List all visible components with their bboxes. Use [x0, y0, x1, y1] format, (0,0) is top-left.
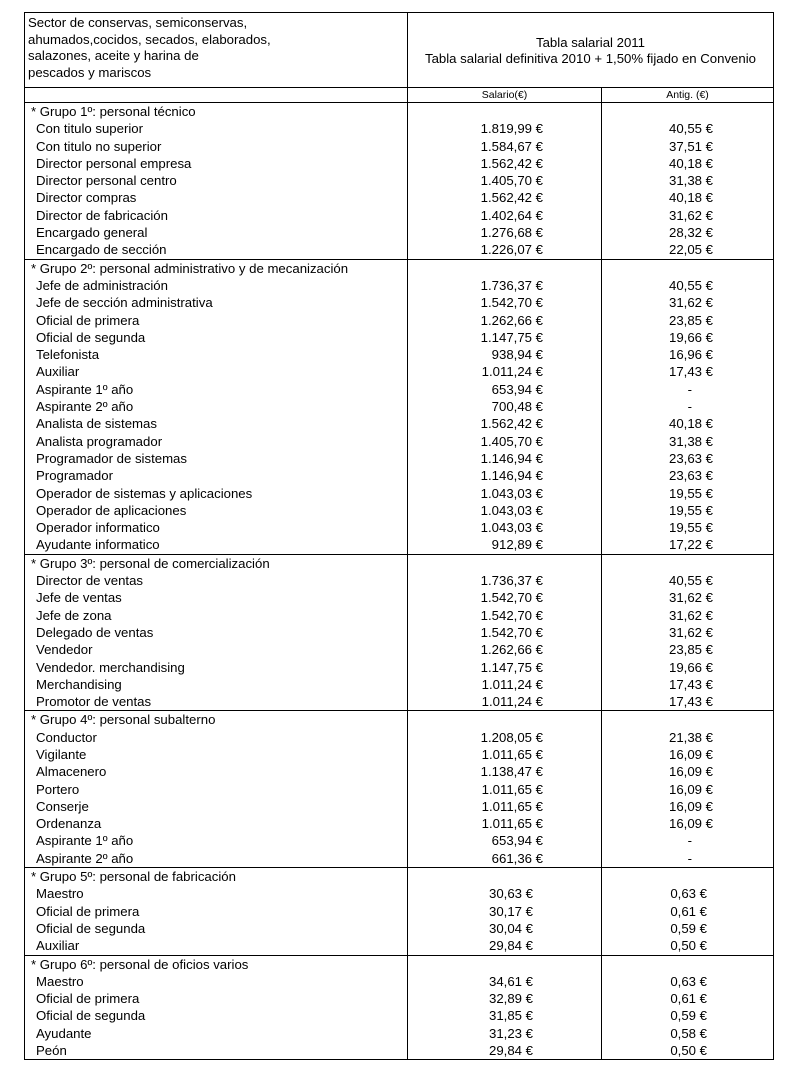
category-name: Jefe de sección administrativa — [36, 295, 213, 311]
category-name: Analista de sistemas — [36, 416, 157, 432]
category-name: Aspirante 2º año — [36, 850, 134, 866]
category-name: Maestro — [36, 886, 84, 902]
group-block — [25, 710, 773, 867]
salario-cell: 1.562,42 € — [480, 155, 543, 171]
blank-cell — [408, 260, 601, 277]
salario-cell: 1.146,94 € — [480, 468, 543, 484]
antig-cell: 16,96 € — [669, 347, 713, 363]
salario-cell: 653,94 € — [491, 381, 543, 397]
category-name: Conductor — [36, 729, 97, 745]
blank-cell — [602, 711, 773, 728]
category-name: Director de ventas — [36, 573, 144, 589]
salario-cell: 1.011,65 € — [481, 816, 543, 832]
category-name: Encargado de sección — [36, 242, 167, 258]
salario-cell: 29,84 € — [489, 938, 533, 954]
category-column — [25, 260, 408, 554]
antig-cell: 19,66 € — [669, 329, 713, 345]
salario-cell: 1.147,75 € — [480, 659, 543, 675]
category-name: Jefe de zona — [36, 607, 112, 623]
salario-column — [408, 956, 602, 1060]
category-name: Aspirante 1º año — [36, 833, 134, 849]
blank-cell — [408, 868, 601, 885]
salario-column — [408, 555, 602, 711]
salario-cell: 938,94 € — [491, 347, 543, 363]
category-name: Merchandising — [36, 676, 122, 692]
category-name: Telefonista — [36, 347, 100, 363]
antig-cell: 31,62 € — [669, 624, 713, 640]
category-name: Con titulo superior — [36, 121, 144, 137]
salario-cell: 31,85 € — [489, 1008, 533, 1024]
antig-cell: 17,22 € — [669, 537, 713, 553]
group-block — [25, 955, 773, 1060]
group-title: * Grupo 6º: personal de oficios varios — [31, 956, 249, 972]
group-list — [25, 103, 773, 1059]
salario-cell: 1.011,65 € — [481, 798, 543, 814]
salario-cell: 1.011,65 € — [481, 781, 543, 797]
antig-cell: 0,63 € — [670, 886, 707, 902]
category-name: Operador de aplicaciones — [36, 502, 187, 518]
antig-cell: 0,59 € — [670, 1008, 707, 1024]
category-name: Oficial de segunda — [36, 329, 146, 345]
category-name: Almacenero — [36, 764, 107, 780]
category-name: Ordenanza — [36, 816, 102, 832]
antig-cell: 40,18 € — [669, 190, 713, 206]
antig-column — [602, 555, 773, 711]
antig-cell: 19,55 € — [669, 520, 713, 536]
category-name: Jefe de administración — [36, 277, 168, 293]
salario-cell: 1.043,03 € — [480, 502, 543, 518]
antig-cell: 0,59 € — [670, 920, 707, 936]
category-name: Oficial de primera — [36, 312, 140, 328]
group-block — [25, 554, 773, 711]
group-title: * Grupo 5º: personal de fabricación — [31, 869, 236, 885]
category-name: Director de fabricación — [36, 207, 168, 223]
column-headers — [25, 88, 773, 103]
salario-cell: 30,17 € — [489, 903, 533, 919]
salario-cell: 1.043,03 € — [480, 485, 543, 501]
category-name: Con titulo no superior — [36, 138, 162, 154]
salario-column — [408, 103, 602, 259]
salario-cell: 29,84 € — [489, 1043, 533, 1059]
antig-cell: 40,55 € — [669, 121, 713, 137]
category-name: Conserje — [36, 798, 89, 814]
antig-cell: 23,63 € — [669, 450, 713, 466]
antig-column — [602, 868, 773, 954]
category-name: Portero — [36, 781, 80, 797]
category-name: Director personal empresa — [36, 155, 192, 171]
antig-cell: 37,51 € — [669, 138, 713, 154]
antig-cell: 40,18 € — [669, 155, 713, 171]
antig-cell: 19,55 € — [669, 502, 713, 518]
table-header — [25, 13, 773, 88]
category-name: Programador de sistemas — [36, 450, 187, 466]
blank-cell — [602, 260, 773, 277]
salario-cell: 1.011,24 € — [481, 694, 543, 710]
sector-description: Sector de conservas, semiconservas, ahumados,cocidos, secados, elaborados, salazones, aceite y harina de pescados y mariscos — [25, 13, 408, 87]
salario-cell: 1.208,05 € — [480, 729, 543, 745]
salario-cell: 30,04 € — [489, 920, 533, 936]
category-name: Aspirante 1º año — [36, 381, 134, 397]
category-name: Auxiliar — [36, 364, 80, 380]
category-name: Ayudante — [36, 1025, 92, 1041]
blank-cell — [408, 711, 601, 728]
salario-column — [408, 260, 602, 554]
blank-cell — [602, 555, 773, 572]
salario-cell: 1.405,70 € — [480, 173, 543, 189]
antig-cell: 31,38 € — [669, 433, 713, 449]
antig-cell: 19,55 € — [669, 485, 713, 501]
antig-cell: - — [687, 833, 692, 849]
salario-cell: 1.276,68 € — [480, 225, 543, 241]
category-name: Director compras — [36, 190, 137, 206]
antig-cell: 40,55 € — [669, 573, 713, 589]
category-column — [25, 555, 408, 711]
salario-cell: 1.011,24 € — [481, 364, 543, 380]
antig-cell: 23,85 € — [669, 642, 713, 658]
column-header-category — [25, 88, 408, 102]
salario-cell: 1.542,70 € — [480, 624, 543, 640]
antig-cell: 40,18 € — [669, 416, 713, 432]
group-block — [25, 103, 773, 259]
antig-cell: 17,43 € — [669, 676, 713, 692]
antig-cell: 16,09 € — [669, 764, 713, 780]
salario-cell: 1.542,70 € — [480, 295, 543, 311]
salario-cell: 31,23 € — [489, 1025, 533, 1041]
antig-cell: 28,32 € — [669, 225, 713, 241]
antig-cell: 21,38 € — [669, 729, 713, 745]
salario-cell: 1.011,65 € — [481, 746, 543, 762]
antig-cell: - — [687, 850, 692, 866]
blank-cell — [408, 103, 601, 120]
table-title-block — [408, 13, 773, 87]
category-name: Operador informatico — [36, 520, 160, 536]
category-name: Promotor de ventas — [36, 694, 152, 710]
salario-cell: 1.562,42 € — [480, 190, 543, 206]
salario-column — [408, 868, 602, 954]
category-name: Operador de sistemas y aplicaciones — [36, 485, 253, 501]
salary-table — [24, 12, 774, 1060]
salario-cell: 1.011,24 € — [481, 676, 543, 692]
antig-cell: 17,43 € — [669, 694, 713, 710]
table-title: Tabla salarial 2011 — [536, 34, 645, 50]
antig-cell: 0,61 € — [670, 991, 707, 1007]
salario-cell: 1.402,64 € — [480, 207, 543, 223]
salario-cell: 1.262,66 € — [480, 642, 543, 658]
antig-cell: 23,85 € — [669, 312, 713, 328]
antig-cell: 31,62 € — [669, 295, 713, 311]
antig-cell: 0,50 € — [670, 1043, 707, 1059]
blank-cell — [602, 868, 773, 885]
category-name: Maestro — [36, 973, 84, 989]
salario-cell: 1.542,70 € — [480, 590, 543, 606]
category-column — [25, 103, 408, 259]
salario-column — [408, 711, 602, 867]
salario-cell: 912,89 € — [491, 537, 543, 553]
salario-cell: 1.146,94 € — [480, 450, 543, 466]
category-name: Oficial de primera — [36, 903, 140, 919]
category-name: Director personal centro — [36, 173, 177, 189]
antig-cell: 19,66 € — [669, 659, 713, 675]
salario-cell: 1.262,66 € — [480, 312, 543, 328]
antig-column — [602, 956, 773, 1060]
group-title: * Grupo 4º: personal subalterno — [31, 712, 216, 728]
antig-cell: 0,63 € — [670, 973, 707, 989]
salario-cell: 1.542,70 € — [480, 607, 543, 623]
salario-cell: 1.736,37 € — [480, 277, 543, 293]
salario-cell: 700,48 € — [491, 399, 543, 415]
antig-cell: - — [687, 381, 692, 397]
column-header-salario: Salario(€) — [408, 88, 602, 102]
table-subtitle: Tabla salarial definitiva 2010 + 1,50% fijado en Convenio — [424, 51, 756, 66]
salario-cell: 1.226,07 € — [480, 242, 543, 258]
category-name: Oficial de primera — [36, 991, 140, 1007]
category-name: Analista programador — [36, 433, 163, 449]
category-column — [25, 868, 408, 954]
blank-cell — [408, 555, 601, 572]
antig-cell: 0,61 € — [670, 903, 707, 919]
group-title: * Grupo 2º: personal administrativo y de mecanización — [31, 260, 349, 276]
salario-cell: 1.736,37 € — [480, 573, 543, 589]
salario-cell: 34,61 € — [489, 973, 533, 989]
salario-cell: 32,89 € — [489, 991, 533, 1007]
salario-cell: 30,63 € — [489, 886, 533, 902]
antig-cell: 16,09 € — [669, 781, 713, 797]
antig-cell: 31,62 € — [669, 590, 713, 606]
category-name: Encargado general — [36, 225, 148, 241]
category-name: Ayudante informatico — [36, 537, 160, 553]
category-name: Vendedor. merchandising — [36, 659, 185, 675]
category-column — [25, 711, 408, 867]
category-name: Vigilante — [36, 746, 87, 762]
category-name: Programador — [36, 468, 113, 484]
antig-cell: 16,09 € — [669, 746, 713, 762]
antig-cell: 17,43 € — [669, 364, 713, 380]
antig-cell: 0,50 € — [670, 938, 707, 954]
antig-cell: 16,09 € — [669, 816, 713, 832]
column-header-antig: Antig. (€) — [666, 89, 709, 101]
antig-cell: 23,63 € — [669, 468, 713, 484]
salario-cell: 1.819,99 € — [480, 121, 543, 137]
antig-cell: - — [687, 399, 692, 415]
antig-column — [602, 711, 773, 867]
antig-cell: 0,58 € — [670, 1025, 707, 1041]
salario-cell: 1.562,42 € — [480, 416, 543, 432]
antig-column — [602, 260, 773, 554]
blank-cell — [602, 103, 773, 120]
category-name: Delegado de ventas — [36, 624, 154, 640]
salario-cell: 1.138,47 € — [480, 764, 543, 780]
group-title: * Grupo 3º: personal de comercialización — [31, 555, 270, 571]
category-name: Vendedor — [36, 642, 93, 658]
category-name: Oficial de segunda — [36, 920, 146, 936]
antig-cell: 40,55 € — [669, 277, 713, 293]
salario-cell: 653,94 € — [491, 833, 543, 849]
antig-cell: 22,05 € — [669, 242, 713, 258]
antig-column — [602, 103, 773, 259]
category-name: Aspirante 2º año — [36, 399, 134, 415]
category-name: Oficial de segunda — [36, 1008, 146, 1024]
salario-cell: 1.147,75 € — [480, 329, 543, 345]
antig-cell: 16,09 € — [669, 798, 713, 814]
antig-cell: 31,62 € — [669, 607, 713, 623]
category-name: Auxiliar — [36, 938, 80, 954]
blank-cell — [408, 956, 601, 973]
salario-cell: 661,36 € — [491, 850, 543, 866]
salario-cell: 1.405,70 € — [480, 433, 543, 449]
salario-cell: 1.584,67 € — [480, 138, 543, 154]
group-block — [25, 259, 773, 554]
group-title: * Grupo 1º: personal técnico — [31, 104, 196, 119]
category-name: Peón — [36, 1043, 67, 1059]
group-block — [25, 867, 773, 954]
antig-cell: 31,62 € — [669, 207, 713, 223]
category-name: Jefe de ventas — [36, 590, 122, 606]
blank-cell — [602, 956, 773, 973]
antig-cell: 31,38 € — [669, 173, 713, 189]
salario-cell: 1.043,03 € — [480, 520, 543, 536]
category-column — [25, 956, 408, 1060]
